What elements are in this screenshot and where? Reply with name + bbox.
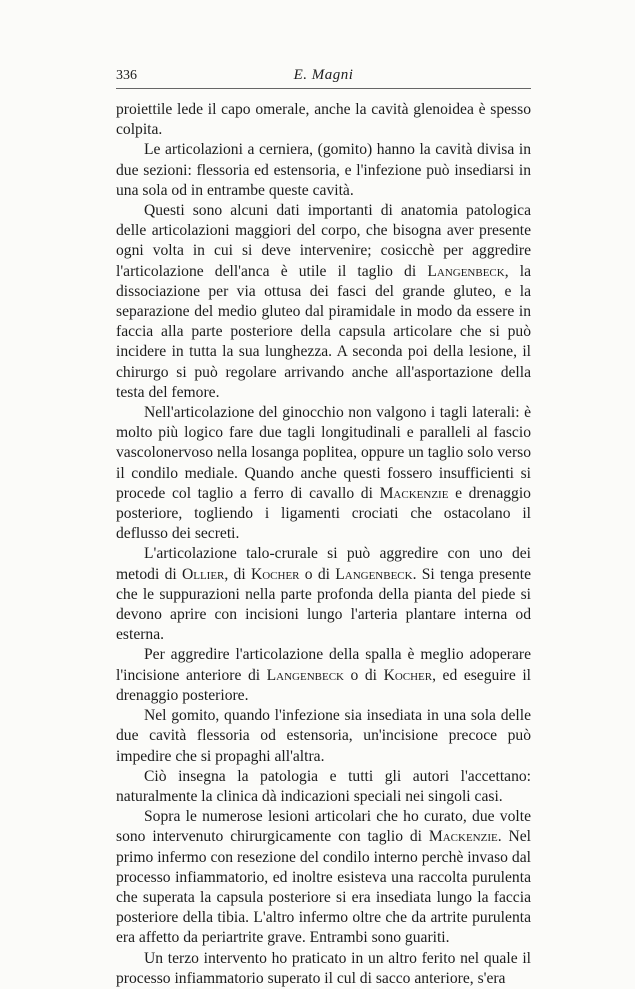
paragraph xyxy=(116,140,531,201)
author-name: Kocher xyxy=(250,565,300,583)
running-head: E. Magni xyxy=(293,67,354,83)
author-name: Kocher xyxy=(383,666,433,684)
paragraph-text: Nel gomito, quando l'infezione sia insediata in una sola delle due cavità flessoria od estensoria, un'incisione precoce può impedire che si propaghi all'altra. xyxy=(116,707,531,765)
paragraph-text: Le articolazioni a cerniera, (gomito) hanno la cavità divisa in due sezioni: flessoria ed estensoria, e l'infezione può insediarsi in una sola od in entrambe queste cavità. xyxy=(116,141,531,199)
paragraph-text: Nell'articolazione del ginocchio non valgono i tagli laterali: è molto più logico fare due tagli longitudinali e paralleli al fascio vascolonervoso nella losanga poplitea, oppure un taglio solo verso il condilo mediale. Quando anche questi fossero insufficienti si procede col taglio a ferro di cavallo di xyxy=(116,404,531,502)
author-name: Mackenzie xyxy=(379,484,449,502)
paragraph xyxy=(116,949,531,989)
paragraph xyxy=(116,100,531,140)
paragraph-text: Questi sono alcuni dati importanti di anatomia patologica delle articolazioni maggiori del corpo, che bisogna aver presente ogni volta in cui si deve intervenire; cosicchè per aggredire l'articolazione dell'anca è utile il taglio di xyxy=(116,202,531,280)
author-name: Langenbeck xyxy=(427,262,505,280)
paragraph xyxy=(116,807,531,948)
paragraph xyxy=(116,403,531,544)
author-name: Mackenzie xyxy=(428,828,498,846)
paragraph-text: o di xyxy=(343,666,384,684)
body-text xyxy=(116,100,531,989)
paragraph-text: , la dissociazione per via ottusa dei fasci del grande gluteo, e la separazione del medio gluteo dal piramidale in modo da essere in faccia alla parte posteriore della capsula articolare che si può incidere in tutta la sua lunghezza. A seconda poi della lesione, il chirurgo si può regolare arrivando anche all'asportazione della testa del femore. xyxy=(116,262,531,401)
paragraph xyxy=(116,201,531,403)
page-number: 336 xyxy=(116,68,137,83)
paragraph xyxy=(116,767,531,807)
paragraph-text: e drenaggio posteriore, togliendo i ligamenti crociati che ostacolano il deflusso dei secreti. xyxy=(116,484,531,543)
paragraph-text: Per aggredire l'articolazione della spalla è meglio adoperare l'incisione anteriore di xyxy=(116,646,531,684)
author-name: Langenbeck xyxy=(335,565,413,583)
author-name: Langenbeck xyxy=(266,666,344,684)
paragraph-text: , ed eseguire il drenaggio posteriore. xyxy=(116,666,531,704)
paragraph-text: Un terzo intervento ho praticato in un altro ferito nel quale il processo infiammatorio superato il cul di sacco anteriore, s'era xyxy=(116,949,531,987)
paragraph-text: proiettile lede il capo omerale, anche la cavità glenoidea è spesso colpita. xyxy=(116,101,531,139)
paragraph-text: o di xyxy=(299,565,336,583)
paragraph-text: L'articolazione talo-crurale si può aggredire con uno dei metodi di xyxy=(116,545,531,583)
paragraph xyxy=(116,544,531,645)
paragraph-text: . Si tenga presente che le suppurazioni nella parte profonda della pianta del piede si devono aprire con incisioni lungo l'arteria plantare interna od esterna. xyxy=(116,565,531,644)
paragraph-text: , di xyxy=(224,565,251,583)
author-name: Ollier xyxy=(181,565,225,583)
paragraph-text: . Nel primo infermo con resezione del condilo interno perchè invaso dal processo infiammatorio, ed inoltre esisteva una raccolta purulenta che superata la capsula posteriore si era insediata lungo la faccia posteriore della tibia. L'altro infermo oltre che da artrite purulenta era affetto da periartrite grave. Entrambi sono guariti. xyxy=(116,828,531,947)
paragraph-text: Sopra le numerose lesioni articolari che ho curato, due volte sono intervenuto chirurgicamente con taglio di xyxy=(116,808,531,846)
paragraph xyxy=(116,706,531,767)
page-header xyxy=(116,66,531,89)
paragraph xyxy=(116,645,531,706)
paragraph-text: Ciò insegna la patologia e tutti gli autori l'accettano: naturalmente la clinica dà indicazioni speciali nei singoli casi. xyxy=(116,767,531,805)
